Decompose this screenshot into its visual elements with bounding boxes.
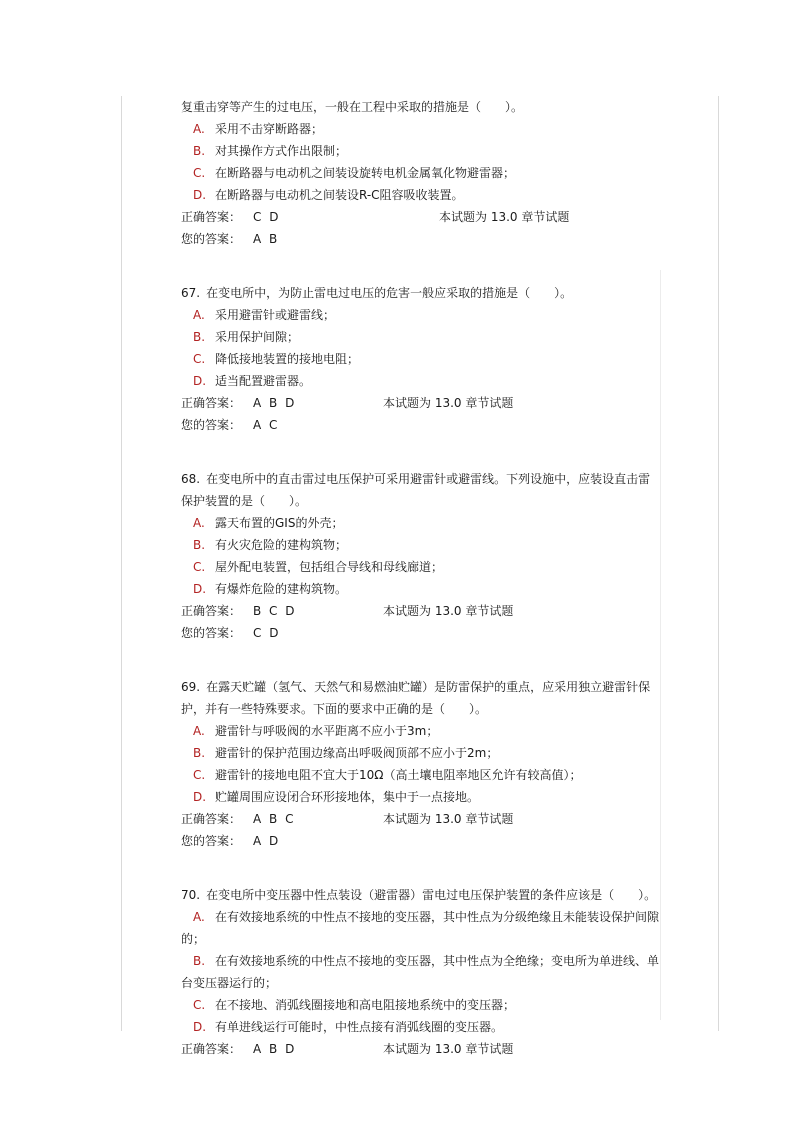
question-number: 68. <box>181 472 201 486</box>
option-c: C. 在断路器与电动机之间装设旋转电机金属氧化物避雷器； <box>193 166 516 180</box>
your-answer-row: 您的答案： C D <box>181 622 661 644</box>
your-answer: C D <box>253 626 281 640</box>
correct-answer-row: 正确答案： C D 本试题为 13.0 章节试题 <box>181 206 661 228</box>
option-d: D. 有单进线运行可能时，中性点接有消弧线圈的变压器。 <box>193 1020 504 1034</box>
option-b: B. 避雷针的保护范围边缘高出呼吸阀顶部不应小于2m； <box>193 746 499 760</box>
question-item <box>181 282 661 436</box>
option-a: A. 在有效接地系统的中性点不接地的变压器，其中性点为分级绝缘且未能装设保护间隙的； <box>181 910 660 946</box>
question-item <box>181 468 661 644</box>
your-answer: A B <box>253 232 280 246</box>
question-number: 69. <box>181 680 201 694</box>
question-stem: 70. 在变电所中变压器中性点装设（避雷器）雷电过电压保护装置的条件应该是（ ）。 <box>181 888 657 902</box>
correct-answer: B C D <box>253 604 297 618</box>
option-b: B. 在有效接地系统的中性点不接地的变压器，其中性点为全绝缘；变电所为单进线、单台变压器运行的； <box>181 954 660 990</box>
your-answer-row: 您的答案： A C <box>181 414 661 436</box>
option-c: C. 避雷针的接地电阻不宜大于10Ω（高土壤电阻率地区允许有较高值）； <box>193 768 582 782</box>
your-answer-row: 您的答案： A D <box>181 830 661 852</box>
option-c: C. 降低接地装置的接地电阻； <box>193 352 360 366</box>
page-right-border <box>718 96 719 1031</box>
correct-answer: A B D <box>253 1042 297 1056</box>
question-item <box>181 96 661 250</box>
option-a: A. 避雷针与呼吸阀的水平距离不应小于3m； <box>193 724 439 738</box>
score-note: 本试题为 13.0 章节试题 <box>383 1042 514 1056</box>
question-stem: 复重击穿等产生的过电压，一般在工程中采取的措施是（ ）。 <box>181 100 524 114</box>
question-number: 67. <box>181 286 201 300</box>
question-stem: 68. 在变电所中的直击雷过电压保护可采用避雷针或避雷线。下列设施中，应装设直击雷保护装置的是（ ）。 <box>181 472 651 508</box>
option-d: D. 在断路器与电动机之间装设R-C阻容吸收装置。 <box>193 188 464 202</box>
correct-answer: A B D <box>253 396 297 410</box>
option-b: B. 采用保护间隙； <box>193 330 300 344</box>
option-d: D. 适当配置避雷器。 <box>193 374 312 388</box>
score-note: 本试题为 13.0 章节试题 <box>439 210 570 224</box>
option-a: A. 露天布置的GIS的外壳； <box>193 516 344 530</box>
question-item <box>181 676 661 852</box>
question-stem: 67. 在变电所中，为防止雷电过电压的危害一般应采取的措施是（ ）。 <box>181 286 573 300</box>
question-number: 70. <box>181 888 201 902</box>
option-d: D. 有爆炸危险的建构筑物。 <box>193 582 348 596</box>
option-a: A. 采用不击穿断路器； <box>193 122 324 136</box>
correct-answer-row: 正确答案： B C D 本试题为 13.0 章节试题 <box>181 600 661 622</box>
score-note: 本试题为 13.0 章节试题 <box>383 396 514 410</box>
correct-answer-row: 正确答案： A B D 本试题为 13.0 章节试题 <box>181 1038 661 1060</box>
option-d: D. 贮罐周围应设闭合环形接地体，集中于一点接地。 <box>193 790 480 804</box>
question-item <box>181 884 661 1060</box>
your-answer: A D <box>253 834 281 848</box>
correct-answer: C D <box>253 210 281 224</box>
question-stem: 69. 在露天贮罐（氢气、天然气和易燃油贮罐）是防雷保护的重点，应采用独立避雷针保护，并有一些特殊要求。下面的要求中正确的是（ ）。 <box>181 680 651 716</box>
score-note: 本试题为 13.0 章节试题 <box>383 812 514 826</box>
correct-answer-row: 正确答案： A B C 本试题为 13.0 章节试题 <box>181 808 661 830</box>
page-left-border <box>121 96 122 1031</box>
your-answer: A C <box>253 418 280 432</box>
option-c: C. 在不接地、消弧线圈接地和高电阻接地系统中的变压器； <box>193 998 516 1012</box>
correct-answer-row: 正确答案： A B D 本试题为 13.0 章节试题 <box>181 392 661 414</box>
option-a: A. 采用避雷针或避雷线； <box>193 308 336 322</box>
option-b: B. 有火灾危险的建构筑物； <box>193 538 348 552</box>
option-c: C. 屋外配电装置，包括组合导线和母线廊道； <box>193 560 444 574</box>
correct-answer: A B C <box>253 812 296 826</box>
question-list <box>181 96 661 1060</box>
score-note: 本试题为 13.0 章节试题 <box>383 604 514 618</box>
your-answer-row: 您的答案： A B <box>181 228 661 250</box>
option-b: B. 对其操作方式作出限制； <box>193 144 348 158</box>
